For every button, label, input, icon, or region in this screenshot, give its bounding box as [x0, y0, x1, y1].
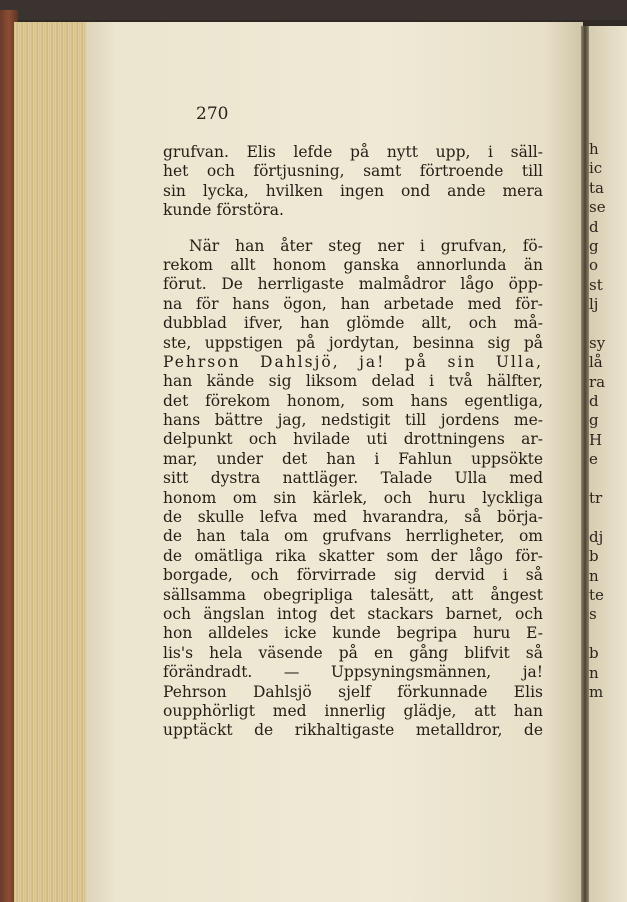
facing-page-fragment: s: [589, 605, 597, 624]
facing-page-fragment: tr: [589, 489, 603, 508]
text-line: de han tala om grufvans herrligheter, om: [163, 527, 543, 546]
facing-page: [589, 26, 627, 902]
text-line: borgade, och förvirrade sig dervid i så: [163, 566, 543, 585]
facing-page-fragment: b: [589, 547, 599, 566]
text-line: lis's hela väsende på en gång blifvit så: [163, 643, 543, 662]
facing-page-fragment: d: [589, 392, 599, 411]
facing-page-fragment: e: [589, 450, 598, 469]
facing-page-fragment: H: [589, 430, 603, 449]
text-line: honom om sin kärlek, och huru lyckliga: [163, 488, 543, 507]
text-line: oupphörligt med innerlig glädje, att han: [163, 701, 543, 720]
text-line: sällsamma obegripliga talesätt, att ångest: [163, 585, 543, 604]
facing-page-fragment: sy: [589, 333, 606, 352]
text-line: förändradt. — Uppsyningsmännen, ja!: [163, 663, 543, 682]
page-text: [163, 143, 543, 741]
text-line: mar, under det han i Fahlun uppsökte: [163, 449, 543, 468]
paragraph-2: [163, 237, 543, 741]
facing-page-fragment: [589, 625, 606, 644]
facing-page-fragment: se: [589, 198, 606, 217]
text-line: hon alldeles icke kunde begripa huru E-: [163, 624, 543, 643]
text-line: het och förtjusning, samt förtroende till: [163, 162, 543, 181]
page-number: 270: [196, 104, 229, 124]
text-line: Pehrson Dahlsjö sjelf förkunnade Elis: [163, 682, 543, 701]
text-line: na för hans ögon, han arbetade med för-: [163, 294, 543, 313]
text-line: Pehrson Dahlsjö, ja! på sin Ulla,: [163, 352, 543, 371]
facing-page-fragment: o: [589, 256, 599, 275]
text-line: upptäckt de rikhaltigaste metalldror, de: [163, 721, 543, 740]
text-line: och ängslan intog det stackars barnet, och: [163, 604, 543, 623]
facing-page-fragment: g: [589, 236, 599, 255]
facing-page-fragment: d: [589, 217, 599, 236]
facing-page-fragment: [589, 508, 606, 527]
facing-page-fragment: ra: [589, 372, 606, 391]
facing-page-fragment: m: [589, 682, 604, 701]
text-line: grufvan. Elis lefde på nytt upp, i säll-: [163, 143, 543, 161]
facing-page-fragment: dj: [589, 527, 604, 546]
text-line: sin lycka, hvilken ingen ond ande mera: [163, 181, 543, 200]
facing-page-fragment: lj: [589, 295, 599, 314]
text-line: sitt dystra nattläger. Talade Ulla med: [163, 469, 543, 488]
text-line: det förekom honom, som hans egentliga,: [163, 391, 543, 410]
text-line: rekom allt honom ganska annorlunda än: [163, 255, 543, 274]
text-line: När han åter steg ner i grufvan, fö-: [189, 236, 543, 255]
text-line: de skulle lefva med hvarandra, så börja-: [163, 508, 543, 527]
page-edges: [14, 22, 87, 902]
paragraph-1: [163, 143, 543, 221]
text-line: delpunkt och hvilade uti drottningens ar-: [163, 430, 543, 449]
facing-page-fragment: lå: [589, 353, 603, 372]
text-line: kunde förstöra.: [163, 201, 284, 220]
facing-page-fragment: n: [589, 566, 599, 585]
facing-page-fragment: [589, 315, 606, 334]
facing-page-fragment: te: [589, 585, 604, 604]
facing-page-fragment: ic: [589, 159, 603, 178]
text-line: han kände sig liksom delad i två hälfter,: [163, 372, 543, 391]
facing-page-fragment: h: [589, 140, 599, 158]
text-line: förut. De herrligaste malmådror lågo öpp-: [163, 275, 543, 294]
facing-page-fragment: [589, 470, 606, 489]
facing-page-text: [589, 140, 606, 702]
text-line: ste, uppstigen på jordytan, besinna sig på: [163, 333, 543, 352]
text-line: de omätliga rika skatter som der lågo för-: [163, 546, 543, 565]
book-gutter: [581, 26, 589, 902]
text-line: dubblad ifver, han glömde allt, och må-: [163, 314, 543, 333]
scan-background: [0, 0, 627, 20]
facing-page-fragment: ta: [589, 178, 604, 197]
facing-page-fragment: g: [589, 411, 599, 430]
text-line: hans bättre jag, nedstigit till jordens me-: [163, 411, 543, 430]
facing-page-fragment: st: [589, 275, 603, 294]
paragraph-gap: [163, 221, 543, 237]
facing-page-fragment: n: [589, 663, 599, 682]
facing-page-fragment: b: [589, 644, 599, 663]
